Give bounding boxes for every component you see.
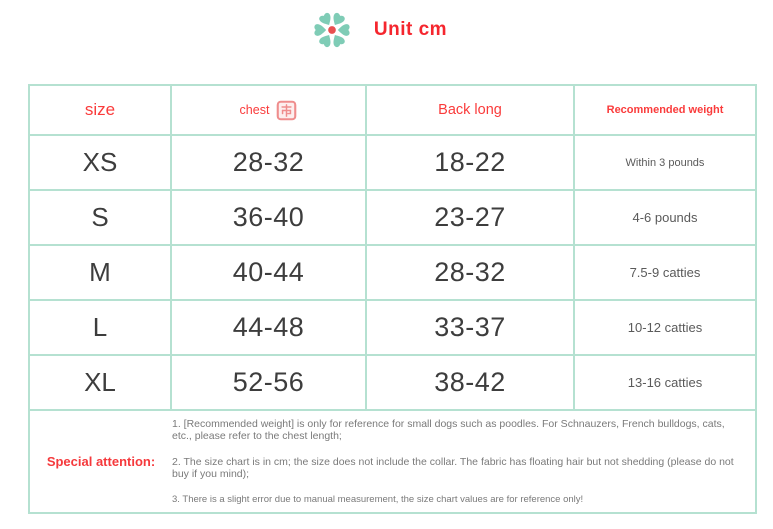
- table-cell-size: M: [30, 246, 172, 301]
- special-attention-label: Special attention:: [46, 454, 156, 469]
- table-cell-chest: 36-40: [172, 191, 367, 246]
- table-cell-weight: 4-6 pounds: [575, 191, 755, 246]
- table-cell-back-long: 38-42: [367, 356, 575, 411]
- table-cell-back-long: 18-22: [367, 136, 575, 191]
- chest-header-label: chest: [239, 103, 270, 117]
- table-cell-size: S: [30, 191, 172, 246]
- girth-seal-icon: [276, 100, 297, 121]
- note-line: 3. There is a slight error due to manual measurement, the size chart values are for reference only!: [172, 493, 584, 505]
- col-header-recommended-weight: Recommended weight: [575, 86, 755, 136]
- col-header-size: size: [30, 86, 172, 136]
- unit-title: Unit cm: [373, 19, 448, 40]
- table-cell-back-long: 33-37: [367, 301, 575, 356]
- table-cell-back-long: 23-27: [367, 191, 575, 246]
- table-cell-chest: 52-56: [172, 356, 367, 411]
- col-header-back-long: Back long: [367, 86, 575, 136]
- table-cell-back-long: 28-32: [367, 246, 575, 301]
- col-header-chest: [172, 86, 367, 136]
- table-cell-chest: 44-48: [172, 301, 367, 356]
- table-cell-size: XS: [30, 136, 172, 191]
- flower-icon: [312, 10, 352, 50]
- table-cell-chest: 28-32: [172, 136, 367, 191]
- note-line: 2. The size chart is in cm; the size does not include the collar. The fabric has floating hair but not shedding (please do not buy if you mind);: [172, 455, 734, 481]
- table-cell-weight: 10-12 catties: [575, 301, 755, 356]
- table-cell-chest: 40-44: [172, 246, 367, 301]
- table-cell-weight: 13-16 catties: [575, 356, 755, 411]
- table-cell-size: L: [30, 301, 172, 356]
- note-line: 1. [Recommended weight] is only for reference for small dogs such as poodles. For Schnauzers, French bulldogs, cats, etc., please refer to the chest length;: [172, 417, 725, 443]
- page-header: [0, 8, 773, 52]
- table-cell-weight: 7.5-9 catties: [575, 246, 755, 301]
- size-chart-table: [28, 84, 757, 514]
- special-attention-section: [30, 411, 755, 512]
- special-attention-notes: [172, 411, 755, 512]
- table-cell-weight: Within 3 pounds: [575, 136, 755, 191]
- table-cell-size: XL: [30, 356, 172, 411]
